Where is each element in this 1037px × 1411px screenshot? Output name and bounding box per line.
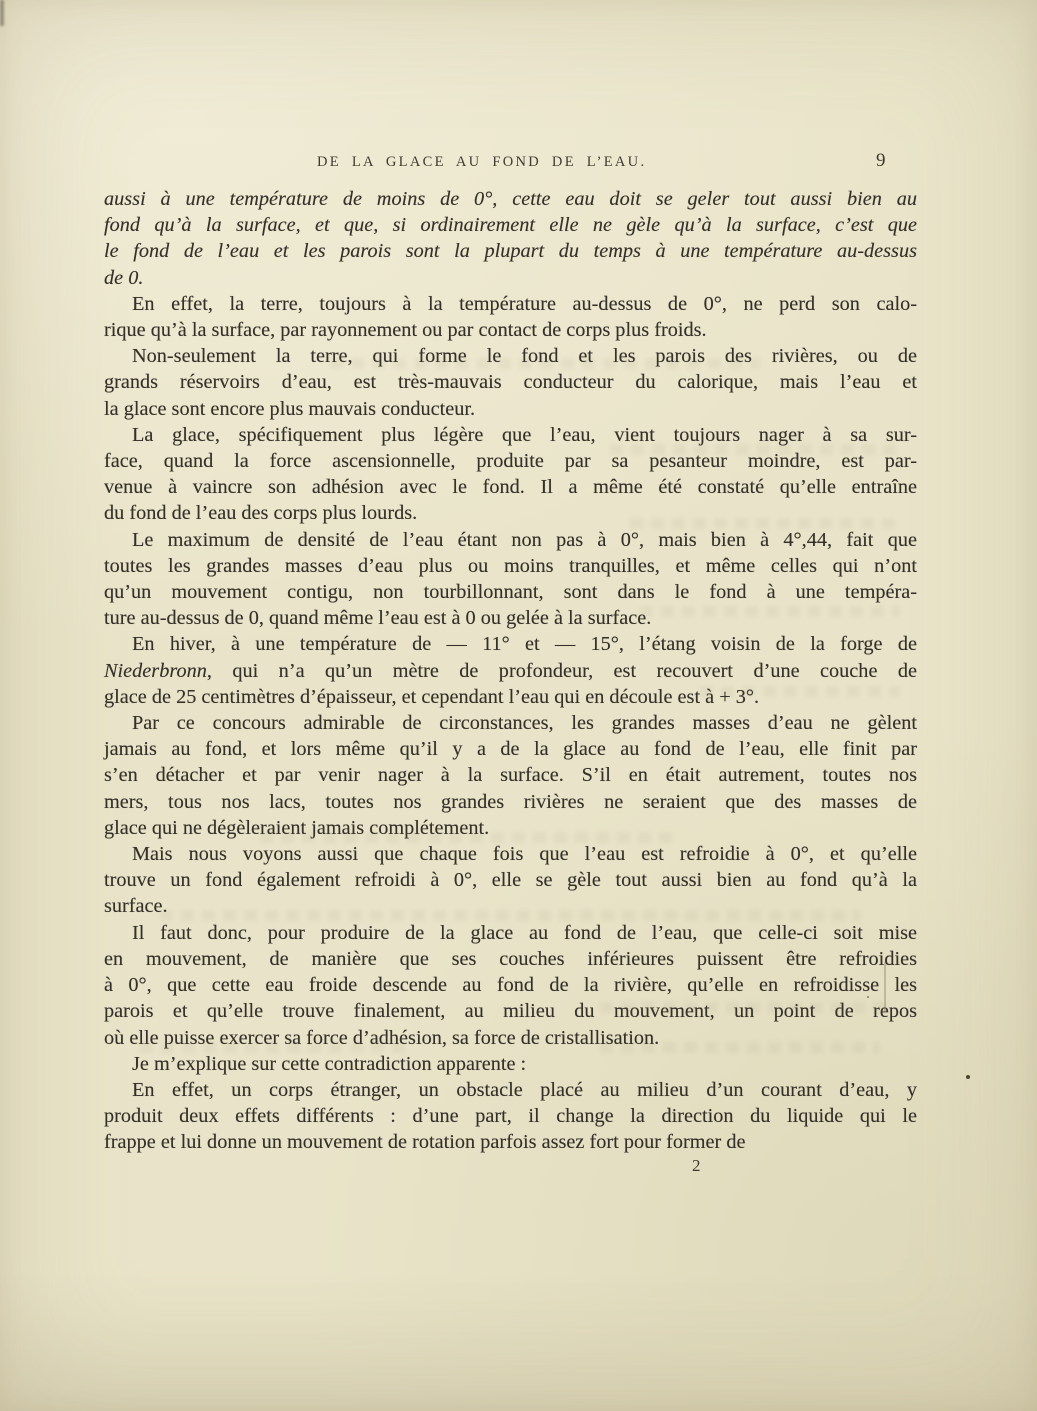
paper-scratch: [884, 962, 886, 1012]
paragraph: [104, 291, 917, 343]
text-line: la glace sont encore plus mauvais conducteur.: [104, 397, 476, 420]
paragraph: [104, 631, 917, 710]
text-line: Non-seulement la terre, qui forme le fond et les parois des rivières, ou de: [132, 345, 917, 368]
text-line: produit deux effets différents : d’une part, il change la direction du liquide qui le: [104, 1105, 917, 1128]
text-line: Il faut donc, pour produire de la glace au fond de l’eau, que celle-ci soit mise: [132, 921, 917, 944]
text-line: ture au-dessus de 0, quand même l’eau est à 0 ou gelée à la surface.: [104, 607, 652, 630]
text-line: En effet, la terre, toujours à la température au-dessus de 0°, ne perd son calo-: [132, 292, 917, 315]
text-line: qu’un mouvement contigu, non tourbillonnant, sont dans le fond à une tempéra-: [104, 581, 917, 604]
text-line: Le maximum de densité de l’eau étant non pas à 0°, mais bien à 4°,44, fait que: [132, 528, 917, 551]
page-number: 9: [876, 150, 886, 171]
text-line: glace qui ne dégèleraient jamais complétement.: [104, 816, 490, 839]
text-line: de 0.: [104, 266, 144, 289]
text-line: La glace, spécifiquement plus légère que l’eau, vient toujours nager à sa sur-: [132, 423, 917, 446]
paragraph: [104, 710, 917, 841]
text-line: face, quand la force ascensionnelle, produite par sa pesanteur moindre, est par-: [104, 450, 917, 473]
text-line: Niederbronn, qui n’a qu’un mètre de profondeur, est recouvert d’une couche de: [104, 659, 917, 682]
text-line: trouve un fond également refroidi à 0°, elle se gèle tout aussi bien au fond qu’à la: [104, 869, 917, 892]
text-line: En hiver, à une température de — 11° et — 15°, l’étang voisin de la forge de: [132, 633, 917, 656]
text-line: à 0°, que cette eau froide descende au fond de la rivière, qu’elle en refroidisse les: [104, 974, 917, 997]
text-line: s’en détacher et par venir nager à la surface. S’il en était autrement, toutes nos: [104, 764, 917, 787]
paragraph: [104, 841, 917, 920]
text-line: frappe et lui donne un mouvement de rotation parfois assez fort pour former de: [104, 1131, 746, 1154]
text-line: Je m’explique sur cette contradiction apparente :: [132, 1052, 527, 1075]
text-line: du fond de l’eau des corps plus lourds.: [104, 502, 418, 525]
text-line: fond qu’à la surface, et que, si ordinairement elle ne gèle qu’à la surface, c’est que: [104, 214, 917, 237]
running-head-title: DE LA GLACE AU FOND DE L’EAU.: [317, 154, 647, 170]
text-line: rique qu’à la surface, par rayonnement ou par contact de corps plus froids.: [104, 319, 707, 342]
text-line: parois et qu’elle trouve finalement, au milieu du mouvement, un point de repos: [104, 1000, 917, 1023]
text-line: venue à vaincre son adhésion avec le fond. Il a même été constaté qu’elle entraîne: [104, 476, 917, 499]
paragraph: [104, 920, 917, 1051]
text-line: grands réservoirs d’eau, est très-mauvais conducteur du calorique, mais l’eau et: [104, 371, 917, 394]
text-line: surface.: [104, 895, 168, 918]
text-line: aussi à une température de moins de 0°, cette eau doit se geler tout aussi bien au: [104, 188, 917, 210]
paragraph: [104, 527, 917, 632]
text-block: [104, 186, 917, 1156]
text-line: où elle puisse exercer sa force d’adhésion, sa force de cristallisation.: [104, 1026, 660, 1049]
text-line: Mais nous voyons aussi que chaque fois que l’eau est refroidie à 0°, et qu’elle: [132, 843, 917, 866]
text-line: En effet, un corps étranger, un obstacle placé au milieu d’un courant d’eau, y: [132, 1078, 917, 1101]
text-line: jamais au fond, et lors même qu’il y a de la glace au fond de l’eau, elle finit par: [104, 738, 917, 761]
text-line: en mouvement, de manière que ses couches inférieures puissent être refroidies: [104, 947, 917, 970]
paragraph: [104, 422, 917, 527]
text-line: mers, tous nos lacs, toutes nos grandes rivières ne seraient que des masses de: [104, 790, 917, 813]
signature-mark: 2: [692, 1156, 701, 1175]
paragraph: [104, 343, 917, 422]
text-line: Par ce concours admirable de circonstances, les grandes masses d’eau ne gèlent: [132, 712, 917, 735]
text-line: le fond de l’eau et les parois sont la plupart du temps à une température au-dessus: [104, 240, 917, 263]
text-line: toutes les grandes masses d’eau plus ou moins tranquilles, et même celles qui n’ont: [104, 554, 917, 577]
text-line: glace de 25 centimètres d’épaisseur, et cependant l’eau qui en découle est à + 3°.: [104, 685, 760, 708]
page-edge-shadow: [0, 0, 4, 26]
paper-speck: [966, 1075, 970, 1079]
paper-speck: [867, 996, 869, 998]
paragraph: [104, 1051, 917, 1077]
paragraph: [104, 186, 917, 291]
paragraph: [104, 1077, 917, 1156]
